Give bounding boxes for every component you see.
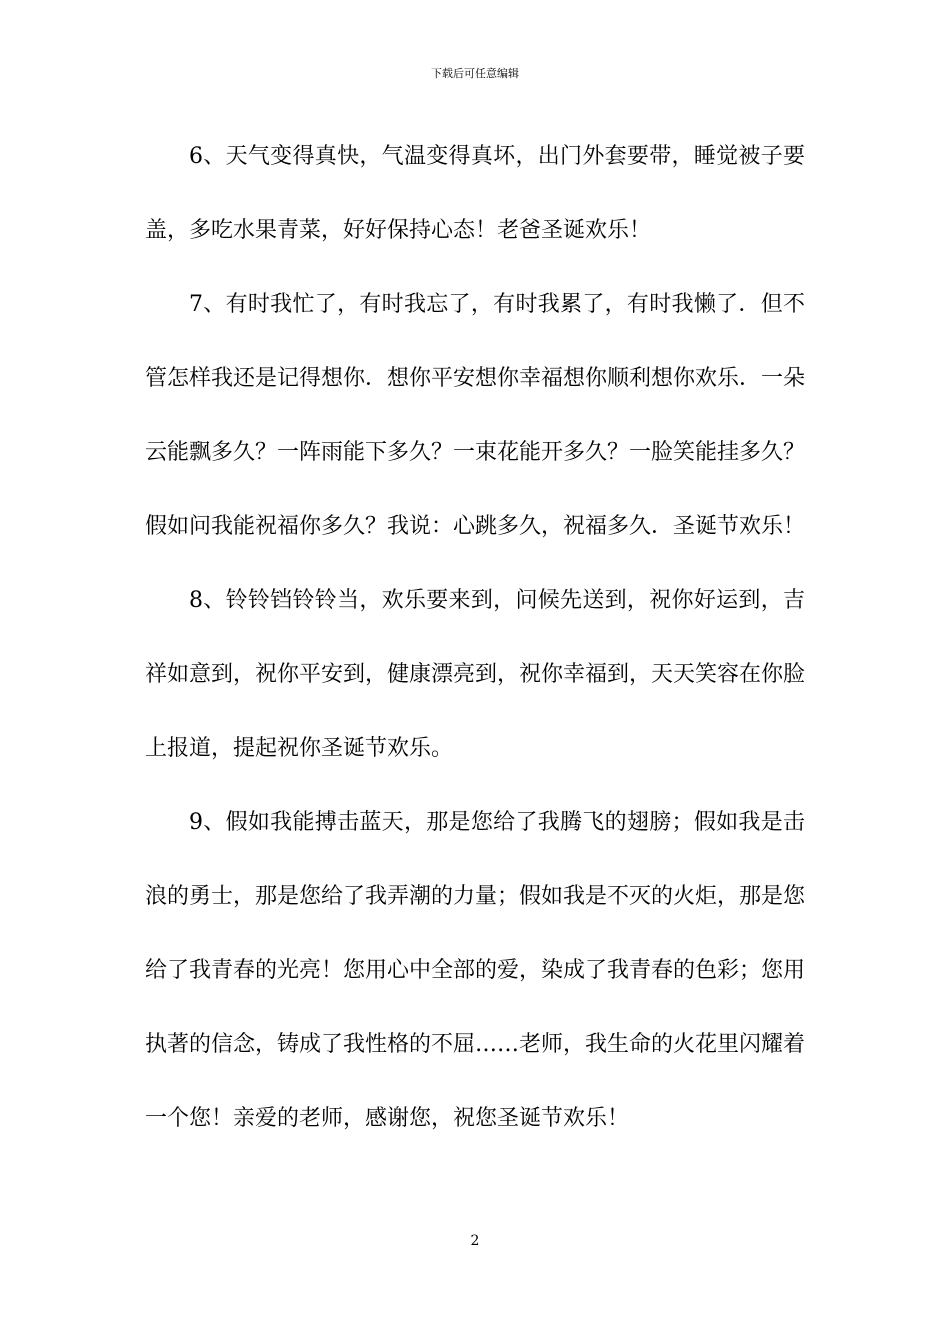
paragraph-9: 9、假如我能搏击蓝天，那是您给了我腾飞的翅膀；假如我是击浪的勇士，那是您给了我弄潮的力量；假如我是不灭的火炬，那是您给了我青春的光亮！您用心中全部的爱，染成了我青春的色彩；您用执著的信念，铸成了我性格的不屈……老师，我生命的火花里闪耀着一个您！亲爱的老师，感谢您，祝您圣诞节欢乐！ — [145, 810, 806, 1131]
paragraph-8: 8、铃铃铛铃铃当，欢乐要来到，问候先送到，祝你好运到，吉祥如意到，祝你平安到，健康漂亮到，祝你幸福到，天天笑容在你脸上报道，提起祝你圣诞节欢乐。 — [145, 588, 806, 761]
document-body — [145, 120, 805, 1156]
paragraph-7: 7、有时我忙了，有时我忘了，有时我累了，有时我懒了．但不管怎样我还是记得想你．想你平安想你幸福想你顺利想你欢乐．一朵云能飘多久？一阵雨能下多久？一束花能开多久？一脸笑能挂多久？假如问我能祝福你多久？我说：心跳多久，祝福多久．圣诞节欢乐！ — [145, 292, 806, 539]
page-number: 2 — [470, 1233, 480, 1249]
header-note: 下载后可任意编辑 — [431, 67, 519, 80]
paragraph-6: 6、天气变得真快，气温变得真坏，出门外套要带，睡觉被子要盖，多吃水果青菜，好好保持心态！老爸圣诞欢乐！ — [145, 144, 805, 243]
